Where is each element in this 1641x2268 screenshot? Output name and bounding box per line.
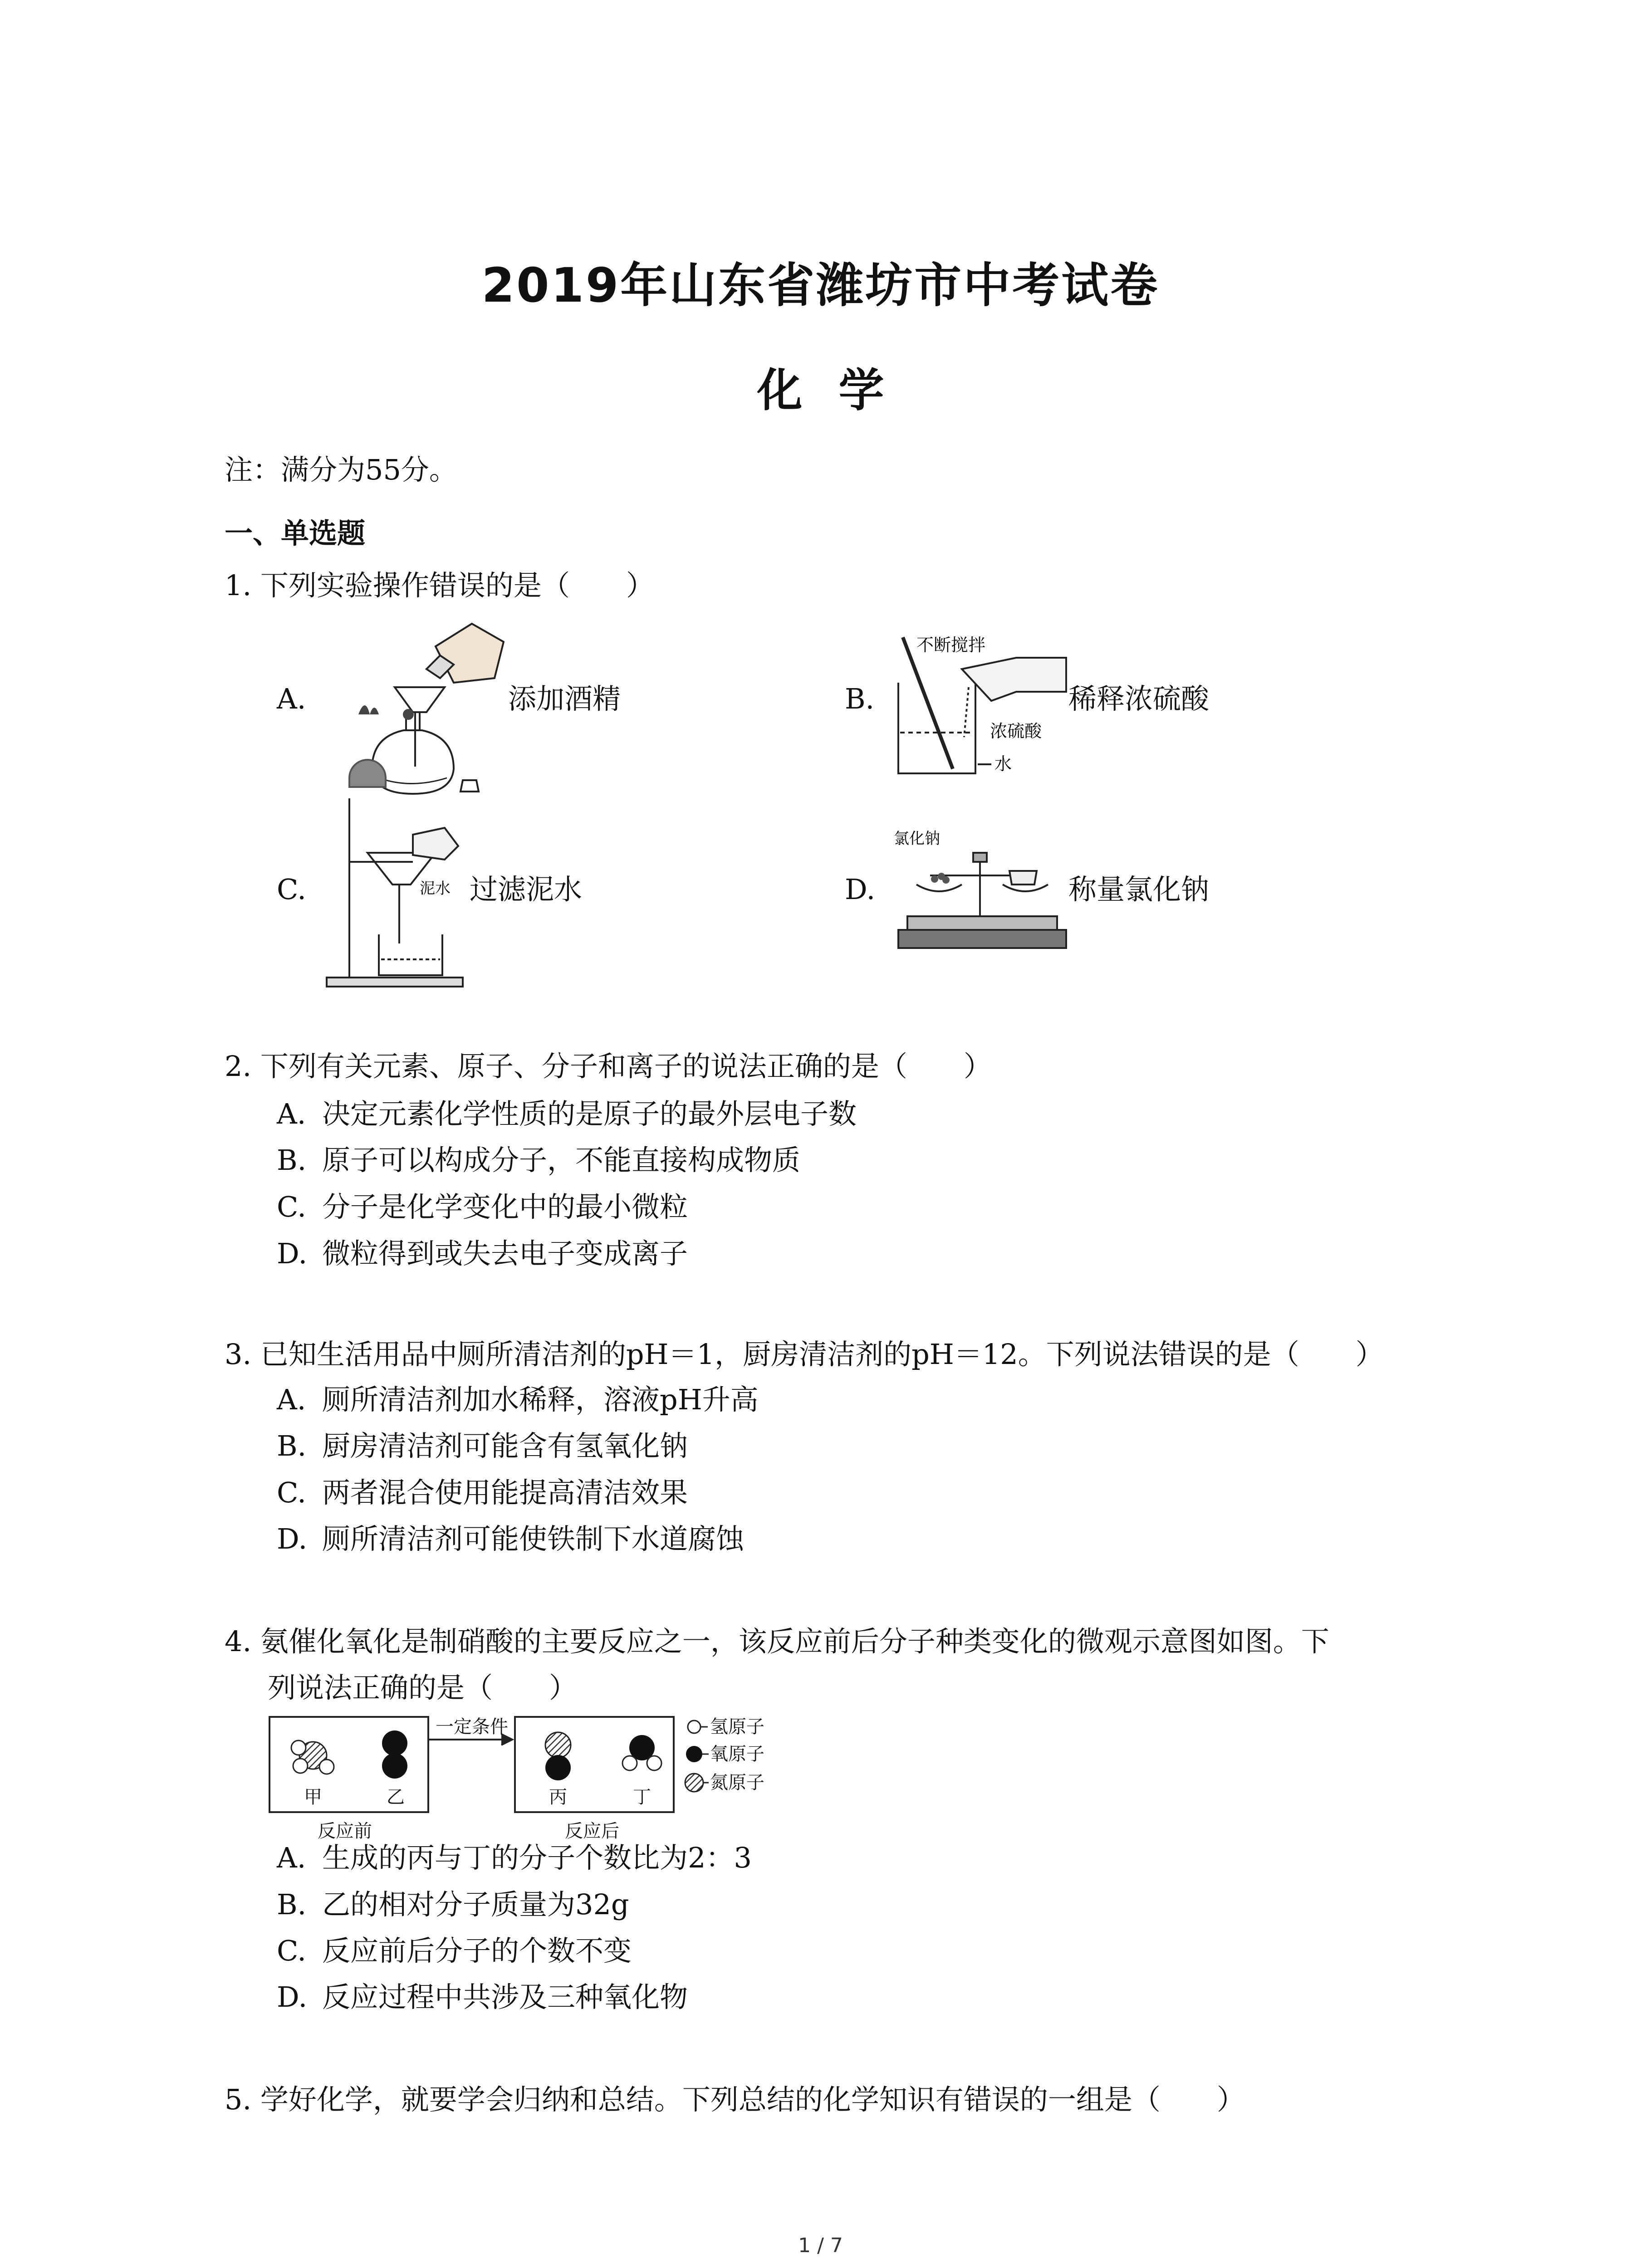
before-label: 反应前 bbox=[318, 1821, 372, 1842]
q2-option-d: D. 微粒得到或失去电子变成离子 bbox=[277, 1237, 688, 1270]
q4-option-b: B. 乙的相对分子质量为32g bbox=[277, 1888, 629, 1921]
nacl-label: 氯化钠 bbox=[894, 830, 940, 848]
subject-title: 化学 bbox=[757, 364, 921, 417]
page-title: 2019年山东省潍坊市中考试卷 bbox=[481, 258, 1160, 313]
balance-figure bbox=[889, 826, 1071, 957]
molecule-diagram bbox=[268, 1712, 803, 1844]
question-5-stem: 5. 学好化学，就要学会归纳和总结。下列总结的化学知识有错误的一组是（ ） bbox=[225, 2083, 1245, 2116]
question-4-stem-line1: 4. 氨催化氧化是制硝酸的主要反应之一，该反应前后分子种类变化的微观示意图如图。下 bbox=[225, 1625, 1329, 1658]
legend-hydrogen: 氢原子 bbox=[710, 1716, 764, 1737]
filtration-figure bbox=[318, 798, 472, 989]
q1-option-c-text: 过滤泥水 bbox=[470, 873, 583, 906]
q2-option-c: C. 分子是化学变化中的最小微粒 bbox=[277, 1190, 688, 1223]
q4-option-a: A. 生成的丙与丁的分子个数比为2：3 bbox=[277, 1841, 752, 1874]
q2-option-b: B. 原子可以构成分子，不能直接构成物质 bbox=[277, 1144, 801, 1177]
question-1-stem: 1. 下列实验操作错误的是（ ） bbox=[225, 569, 654, 602]
acid-label: 浓硫酸 bbox=[990, 721, 1042, 741]
label-yi: 乙 bbox=[387, 1787, 405, 1808]
question-3-stem: 3. 已知生活用品中厕所清洁剂的pH＝1，厨房清洁剂的pH＝12。下列说法错误的是（ ） bbox=[225, 1338, 1384, 1371]
q1-option-d-letter: D. bbox=[845, 873, 876, 906]
stir-label: 不断搅拌 bbox=[916, 635, 986, 655]
section-heading: 一、单选题 bbox=[225, 517, 366, 550]
q3-option-c: C. 两者混合使用能提高清洁效果 bbox=[277, 1476, 688, 1509]
q1-option-c-letter: C. bbox=[277, 873, 306, 906]
legend-oxygen: 氧原子 bbox=[710, 1744, 764, 1765]
q4-option-c: C. 反应前后分子的个数不变 bbox=[277, 1934, 632, 1967]
alcohol-lamp-figure bbox=[313, 619, 508, 810]
water-label: 水 bbox=[994, 754, 1012, 774]
reaction-condition: 一定条件 bbox=[436, 1716, 508, 1737]
legend-nitrogen: 氮原子 bbox=[710, 1772, 764, 1793]
q3-option-d: D. 厕所清洁剂可能使铁制下水道腐蚀 bbox=[277, 1522, 745, 1555]
q1-option-d-text: 称量氯化钠 bbox=[1068, 873, 1210, 906]
question-2-stem: 2. 下列有关元素、原子、分子和离子的说法正确的是（ ） bbox=[225, 1050, 992, 1083]
q3-option-b: B. 厨房清洁剂可能含有氢氧化钠 bbox=[277, 1429, 688, 1462]
score-note: 注：满分为55分。 bbox=[225, 453, 457, 486]
dilution-figure bbox=[889, 633, 1071, 787]
label-jia: 甲 bbox=[304, 1787, 322, 1808]
q1-option-b-text: 稀释浓硫酸 bbox=[1068, 682, 1210, 715]
question-4-stem-line2: 列说法正确的是（ ） bbox=[268, 1671, 578, 1704]
page-number: 1 / 7 bbox=[798, 2234, 843, 2257]
q3-option-a: A. 厕所清洁剂加水稀释，溶液pH升高 bbox=[277, 1383, 759, 1416]
muddy-water-label: 泥水 bbox=[420, 880, 451, 898]
q2-option-a: A. 决定元素化学性质的是原子的最外层电子数 bbox=[277, 1097, 857, 1130]
label-bing: 丙 bbox=[549, 1787, 567, 1808]
q4-option-d: D. 反应过程中共涉及三种氧化物 bbox=[277, 1980, 688, 2014]
label-ding: 丁 bbox=[633, 1787, 651, 1808]
q1-option-a-text: 添加酒精 bbox=[508, 682, 621, 715]
q1-option-b-letter: B. bbox=[845, 682, 875, 715]
after-label: 反应后 bbox=[565, 1821, 619, 1842]
q1-option-a-letter: A. bbox=[277, 682, 306, 715]
